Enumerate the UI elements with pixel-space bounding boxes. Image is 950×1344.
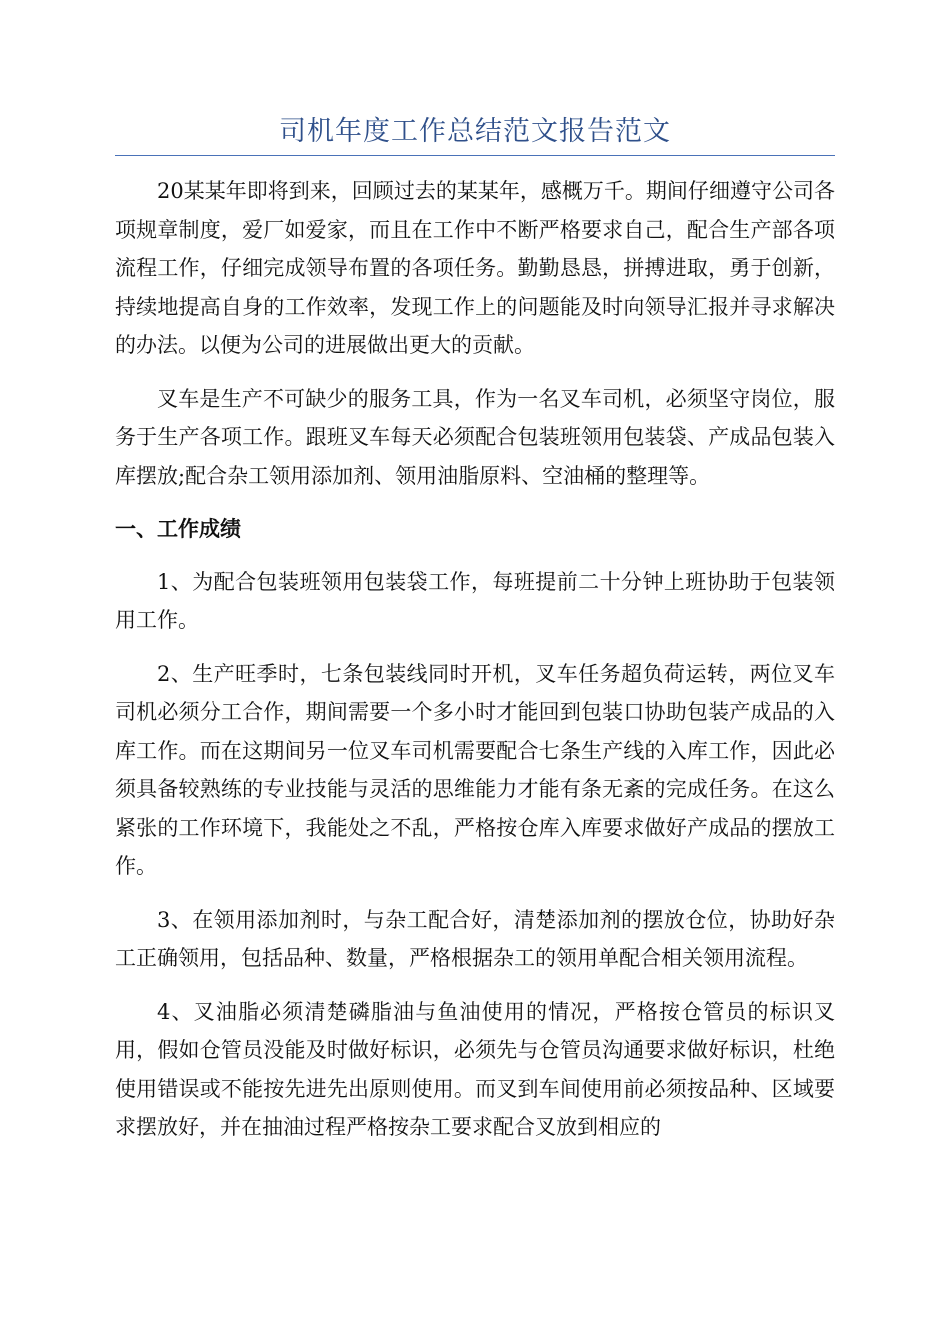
document-title: 司机年度工作总结范文报告范文 — [279, 116, 671, 147]
title-underline — [115, 155, 835, 156]
section1-paragraph-3: 3、在领用添加剂时，与杂工配合好，清楚添加剂的摆放仓位，协助好杂工正确领用，包括品种、数量，严格根据杂工的领用单配合相关领用流程。 — [115, 907, 835, 970]
intro-paragraph-2: 叉车是生产不可缺少的服务工具，作为一名叉车司机，必须坚守岗位，服务于生产各项工作。跟班叉车每天必须配合包装班领用包装袋、产成品包装入库摆放;配合杂工领用添加剂、领用油脂原料、空油桶的整理等。 — [115, 386, 835, 488]
intro-paragraph-1: 20某某年即将到来，回顾过去的某某年，感概万千。期间仔细遵守公司各项规章制度，爱厂如爱家，而且在工作中不断严格要求自己，配合生产部各项流程工作，仔细完成领导布置的各项任务。勤勤恳恳，拼搏进取，勇于创新，持续地提高自身的工作效率，发现工作上的问题能及时向领导汇报并寻求解决的办法。以便为公司的进展做出更大的贡献。 — [115, 179, 835, 357]
document-body — [115, 172, 835, 1162]
section1-paragraph-2: 2、生产旺季时，七条包装线同时开机，叉车任务超负荷运转，两位叉车司机必须分工合作，期间需要一个多小时才能回到包装口协助包装产成品的入库工作。而在这期间另一位叉车司机需要配合七条生产线的入库工作，因此必须具备较熟练的专业技能与灵活的思维能力才能有条无紊的完成任务。在这么紧张的工作环境下，我能处之不乱，严格按仓库入库要求做好产成品的摆放工作。 — [115, 661, 835, 878]
section1-paragraph-4: 4、叉油脂必须清楚磷脂油与鱼油使用的情况，严格按仓管员的标识叉用，假如仓管员没能及时做好标识，必须先与仓管员沟通要求做好标识，杜绝使用错误或不能按先进先出原则使用。而叉到车间使用前必须按品种、区域要求摆放好，并在抽油过程严格按杂工要求配合叉放到相应的 — [115, 999, 835, 1139]
section1-paragraph-1: 1、为配合包装班领用包装袋工作，每班提前二十分钟上班协助于包装领用工作。 — [115, 569, 835, 632]
section-heading-work-results: 一、工作成绩 — [115, 517, 241, 541]
